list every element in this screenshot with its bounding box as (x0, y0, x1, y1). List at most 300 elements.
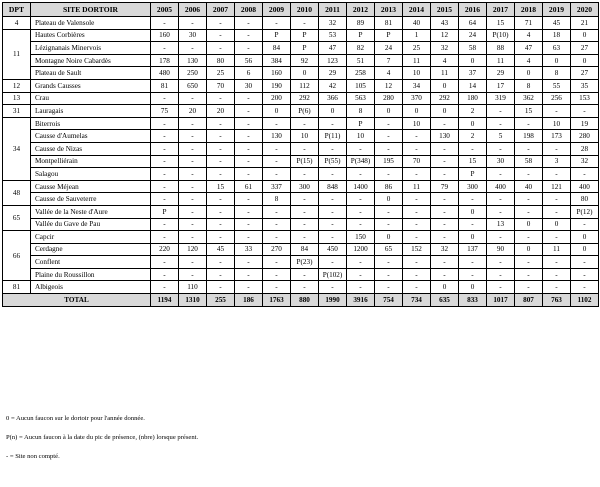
count-cell: 319 (487, 92, 515, 105)
count-cell: - (403, 281, 431, 294)
count-cell: - (151, 17, 179, 30)
count-cell: - (207, 130, 235, 143)
count-cell: 270 (263, 243, 291, 256)
dpt-cell: 11 (3, 29, 31, 79)
count-cell: 0 (571, 243, 599, 256)
count-cell: 10 (347, 130, 375, 143)
legend-presence: P(n) = Aucun faucon à la date du pic de présence, (nbre) lorsque présent. (6, 434, 199, 441)
table-row (3, 92, 599, 105)
site-cell: Biterrois (31, 117, 151, 130)
count-cell: - (375, 268, 403, 281)
count-cell: 150 (347, 231, 375, 244)
count-cell: - (319, 168, 347, 181)
count-cell: - (207, 268, 235, 281)
count-cell: - (179, 42, 207, 55)
count-cell: - (487, 142, 515, 155)
count-cell: 7 (375, 54, 403, 67)
table-row (3, 79, 599, 92)
site-cell: Causse de Sauveterre (31, 193, 151, 206)
count-cell: - (487, 231, 515, 244)
count-cell: - (543, 268, 571, 281)
count-cell: 0 (459, 205, 487, 218)
count-cell: 366 (319, 92, 347, 105)
site-cell: Conflent (31, 256, 151, 269)
count-cell: - (571, 168, 599, 181)
count-cell: - (235, 168, 263, 181)
count-cell: 112 (291, 79, 319, 92)
count-cell: - (431, 117, 459, 130)
count-cell: 47 (319, 42, 347, 55)
count-cell: - (179, 17, 207, 30)
count-cell: 4 (431, 54, 459, 67)
total-cell: 1310 (179, 294, 207, 307)
count-cell: - (431, 268, 459, 281)
count-cell: 0 (459, 54, 487, 67)
count-cell: 32 (431, 243, 459, 256)
count-cell: - (151, 268, 179, 281)
total-cell: 880 (291, 294, 319, 307)
total-cell: 1763 (263, 294, 291, 307)
header-year: 2005 (151, 3, 179, 17)
count-cell: 160 (263, 67, 291, 80)
count-cell: 15 (487, 17, 515, 30)
count-cell: 1400 (347, 180, 375, 193)
count-cell: 180 (459, 92, 487, 105)
count-cell: 173 (543, 130, 571, 143)
count-cell: 280 (571, 130, 599, 143)
count-cell: 10 (403, 117, 431, 130)
count-cell: 292 (431, 92, 459, 105)
count-cell: - (487, 268, 515, 281)
count-cell: - (179, 256, 207, 269)
count-cell: - (207, 231, 235, 244)
count-cell: 30 (487, 155, 515, 168)
count-cell: 110 (179, 281, 207, 294)
header-site: SITE DORTOIR (31, 3, 151, 17)
header-year: 2006 (179, 3, 207, 17)
count-cell: 70 (403, 155, 431, 168)
count-cell: P(23) (291, 256, 319, 269)
count-cell: - (487, 205, 515, 218)
count-cell: - (235, 92, 263, 105)
header-year: 2016 (459, 3, 487, 17)
count-cell: - (179, 231, 207, 244)
legend-zero: 0 = Aucun faucon sur le dortoir pour l'année donnée. (6, 415, 145, 422)
count-cell: - (235, 281, 263, 294)
count-cell: - (263, 17, 291, 30)
count-cell: - (235, 117, 263, 130)
count-cell: - (571, 268, 599, 281)
count-cell: - (207, 168, 235, 181)
count-cell: 0 (515, 67, 543, 80)
count-cell: - (543, 168, 571, 181)
count-cell: - (515, 142, 543, 155)
count-cell: - (263, 117, 291, 130)
count-cell: - (179, 168, 207, 181)
count-cell: 47 (515, 42, 543, 55)
count-cell: - (431, 168, 459, 181)
table-row (3, 193, 599, 206)
header-year: 2013 (375, 3, 403, 17)
legend-not-counted: - = Site non compté. (6, 453, 60, 460)
count-cell: - (207, 155, 235, 168)
count-cell: P (263, 29, 291, 42)
count-cell: - (263, 142, 291, 155)
count-cell: - (375, 168, 403, 181)
count-cell: 300 (291, 180, 319, 193)
count-cell: 0 (291, 67, 319, 80)
count-cell: 130 (431, 130, 459, 143)
count-cell: 480 (151, 67, 179, 80)
count-cell: 250 (179, 67, 207, 80)
total-cell: 186 (235, 294, 263, 307)
count-cell: P (347, 29, 375, 42)
count-cell: 0 (459, 231, 487, 244)
site-cell: Lauragais (31, 105, 151, 118)
count-cell: 25 (403, 42, 431, 55)
table-row (3, 205, 599, 218)
count-cell: - (151, 256, 179, 269)
count-cell: 34 (403, 79, 431, 92)
count-cell: - (403, 168, 431, 181)
count-cell: 0 (571, 231, 599, 244)
count-cell: 105 (347, 79, 375, 92)
count-cell: 5 (487, 130, 515, 143)
table-row (3, 281, 599, 294)
table-row (3, 168, 599, 181)
dpt-cell: 4 (3, 17, 31, 30)
count-cell: - (571, 256, 599, 269)
count-cell: - (291, 168, 319, 181)
roost-table (2, 2, 599, 307)
count-cell: 37 (459, 67, 487, 80)
count-cell: - (319, 231, 347, 244)
count-cell: 121 (543, 180, 571, 193)
count-cell: 0 (375, 231, 403, 244)
site-cell: Vallée de la Neste d'Aure (31, 205, 151, 218)
count-cell: - (207, 205, 235, 218)
count-cell: - (207, 17, 235, 30)
count-cell: - (207, 92, 235, 105)
count-cell: 17 (487, 79, 515, 92)
count-cell: - (543, 193, 571, 206)
count-cell: P(6) (291, 105, 319, 118)
count-cell: P(15) (291, 155, 319, 168)
header-year: 2010 (291, 3, 319, 17)
count-cell: - (515, 193, 543, 206)
count-cell: 137 (459, 243, 487, 256)
count-cell: - (319, 117, 347, 130)
count-cell: - (263, 218, 291, 231)
count-cell: - (179, 92, 207, 105)
count-cell: 0 (459, 117, 487, 130)
header-dpt: DPT (3, 3, 31, 17)
count-cell: - (235, 256, 263, 269)
count-cell: P(348) (347, 155, 375, 168)
count-cell: - (179, 268, 207, 281)
count-cell: - (207, 281, 235, 294)
header-year: 2009 (263, 3, 291, 17)
count-cell: - (403, 268, 431, 281)
count-cell: 12 (375, 79, 403, 92)
count-cell: 8 (515, 79, 543, 92)
site-cell: Plaine du Roussillon (31, 268, 151, 281)
count-cell: - (403, 193, 431, 206)
count-cell: - (347, 256, 375, 269)
count-cell: 0 (543, 218, 571, 231)
count-cell: - (291, 218, 319, 231)
count-cell: - (151, 155, 179, 168)
count-cell: 80 (571, 193, 599, 206)
count-cell: 15 (207, 180, 235, 193)
count-cell: 195 (375, 155, 403, 168)
count-cell: - (431, 193, 459, 206)
total-row (3, 294, 599, 307)
header-year: 2008 (235, 3, 263, 17)
count-cell: - (291, 17, 319, 30)
count-cell: 153 (571, 92, 599, 105)
count-cell: - (235, 193, 263, 206)
count-cell: 64 (459, 17, 487, 30)
total-cell: 255 (207, 294, 235, 307)
count-cell: - (543, 205, 571, 218)
count-cell: - (403, 231, 431, 244)
total-cell: 635 (431, 294, 459, 307)
count-cell: - (403, 130, 431, 143)
count-cell: - (179, 205, 207, 218)
count-cell: 1 (403, 29, 431, 42)
table-row (3, 54, 599, 67)
count-cell: P (347, 117, 375, 130)
count-cell: - (235, 268, 263, 281)
dpt-cell: 65 (3, 205, 31, 230)
count-cell: 10 (291, 130, 319, 143)
count-cell: 152 (403, 243, 431, 256)
count-cell: 0 (431, 105, 459, 118)
count-cell: 0 (459, 281, 487, 294)
site-cell: Plateau de Valensole (31, 17, 151, 30)
count-cell: - (403, 142, 431, 155)
count-cell: - (347, 268, 375, 281)
count-cell: 75 (151, 105, 179, 118)
count-cell: 81 (151, 79, 179, 92)
count-cell: - (515, 268, 543, 281)
count-cell: 337 (263, 180, 291, 193)
count-cell: - (263, 155, 291, 168)
count-cell: 258 (347, 67, 375, 80)
count-cell: - (263, 205, 291, 218)
count-cell: 80 (207, 54, 235, 67)
count-cell: 27 (571, 42, 599, 55)
count-cell: 8 (347, 105, 375, 118)
count-cell: 0 (431, 79, 459, 92)
count-cell: P(10) (487, 29, 515, 42)
count-cell: 0 (375, 193, 403, 206)
count-cell: 65 (375, 243, 403, 256)
count-cell: P (151, 205, 179, 218)
count-cell: 25 (207, 67, 235, 80)
count-cell: 12 (431, 29, 459, 42)
count-cell: - (571, 281, 599, 294)
site-cell: Crau (31, 92, 151, 105)
count-cell: - (347, 281, 375, 294)
total-cell: 734 (403, 294, 431, 307)
count-cell: - (319, 193, 347, 206)
count-cell: - (319, 142, 347, 155)
count-cell: 27 (571, 67, 599, 80)
count-cell: - (543, 281, 571, 294)
count-cell: - (319, 218, 347, 231)
count-cell: P(55) (319, 155, 347, 168)
count-cell: - (347, 193, 375, 206)
count-cell: - (571, 105, 599, 118)
dpt-cell: 34 (3, 117, 31, 180)
count-cell: - (431, 256, 459, 269)
count-cell: - (487, 281, 515, 294)
count-cell: - (151, 92, 179, 105)
count-cell: - (319, 281, 347, 294)
header-year: 2007 (207, 3, 235, 17)
count-cell: - (151, 193, 179, 206)
table-row (3, 17, 599, 30)
count-cell: 4 (515, 54, 543, 67)
table-row (3, 42, 599, 55)
total-cell: 1990 (319, 294, 347, 307)
count-cell: - (179, 155, 207, 168)
header-year: 2011 (319, 3, 347, 17)
count-cell: 45 (207, 243, 235, 256)
count-cell: 8 (263, 193, 291, 206)
count-cell: 0 (543, 54, 571, 67)
count-cell: - (459, 218, 487, 231)
count-cell: 130 (263, 130, 291, 143)
count-cell: - (347, 142, 375, 155)
count-cell: - (263, 231, 291, 244)
count-cell: 0 (431, 281, 459, 294)
count-cell: 0 (571, 29, 599, 42)
table-row (3, 105, 599, 118)
total-cell: 1194 (151, 294, 179, 307)
count-cell: - (571, 218, 599, 231)
table-row (3, 231, 599, 244)
count-cell: 81 (375, 17, 403, 30)
count-cell: 43 (431, 17, 459, 30)
count-cell: - (291, 117, 319, 130)
site-cell: Causse d'Aumelas (31, 130, 151, 143)
table-row (3, 268, 599, 281)
count-cell: - (375, 142, 403, 155)
count-cell: 280 (375, 92, 403, 105)
count-cell: P (459, 168, 487, 181)
count-cell: 51 (347, 54, 375, 67)
count-cell: - (543, 142, 571, 155)
count-cell: - (207, 256, 235, 269)
count-cell: - (431, 205, 459, 218)
count-cell: 71 (515, 17, 543, 30)
count-cell: - (151, 130, 179, 143)
count-cell: - (319, 205, 347, 218)
count-cell: 32 (571, 155, 599, 168)
count-cell: 53 (319, 29, 347, 42)
count-cell: 256 (543, 92, 571, 105)
count-cell: 20 (179, 105, 207, 118)
count-cell: - (235, 105, 263, 118)
count-cell: 11 (431, 67, 459, 80)
count-cell: 82 (347, 42, 375, 55)
count-cell: 35 (571, 79, 599, 92)
count-cell: - (515, 256, 543, 269)
site-cell: Salagou (31, 168, 151, 181)
count-cell: - (459, 142, 487, 155)
count-cell: 32 (319, 17, 347, 30)
table-row (3, 180, 599, 193)
count-cell: - (515, 168, 543, 181)
count-cell: 11 (487, 54, 515, 67)
count-cell: - (151, 281, 179, 294)
count-cell: - (235, 17, 263, 30)
site-cell: Montagne Noire Cabardès (31, 54, 151, 67)
count-cell: - (207, 193, 235, 206)
count-cell: 370 (403, 92, 431, 105)
site-cell: Lézignanais Minervois (31, 42, 151, 55)
document-page (2, 2, 598, 460)
count-cell: 650 (179, 79, 207, 92)
dpt-cell: 48 (3, 180, 31, 205)
count-cell: 2 (459, 105, 487, 118)
count-cell: 58 (515, 155, 543, 168)
count-cell: - (207, 117, 235, 130)
count-cell: - (403, 218, 431, 231)
count-cell: - (375, 256, 403, 269)
count-cell: P(11) (319, 130, 347, 143)
count-cell: - (487, 105, 515, 118)
count-cell: 8 (543, 67, 571, 80)
count-cell: - (487, 168, 515, 181)
count-cell: - (347, 168, 375, 181)
count-cell: P (375, 29, 403, 42)
count-cell: - (431, 218, 459, 231)
count-cell: 0 (263, 105, 291, 118)
total-cell: 754 (375, 294, 403, 307)
dpt-cell: 31 (3, 105, 31, 118)
count-cell: 40 (515, 180, 543, 193)
count-cell: - (207, 42, 235, 55)
count-cell: 292 (291, 92, 319, 105)
count-cell: 30 (235, 79, 263, 92)
site-cell: Causse de Nizas (31, 142, 151, 155)
count-cell: 79 (431, 180, 459, 193)
count-cell: 15 (459, 155, 487, 168)
site-cell: Causse Méjean (31, 180, 151, 193)
header-year: 2015 (431, 3, 459, 17)
count-cell: - (291, 193, 319, 206)
table-row (3, 243, 599, 256)
count-cell: - (403, 205, 431, 218)
count-cell: - (207, 218, 235, 231)
count-cell: 123 (319, 54, 347, 67)
count-cell: - (487, 256, 515, 269)
count-cell: - (431, 231, 459, 244)
table-row (3, 142, 599, 155)
count-cell: 15 (515, 105, 543, 118)
count-cell: 33 (235, 243, 263, 256)
count-cell: P (291, 29, 319, 42)
count-cell: - (263, 281, 291, 294)
count-cell: 11 (543, 243, 571, 256)
header-year: 2017 (487, 3, 515, 17)
count-cell: 32 (431, 42, 459, 55)
count-cell: 0 (571, 54, 599, 67)
